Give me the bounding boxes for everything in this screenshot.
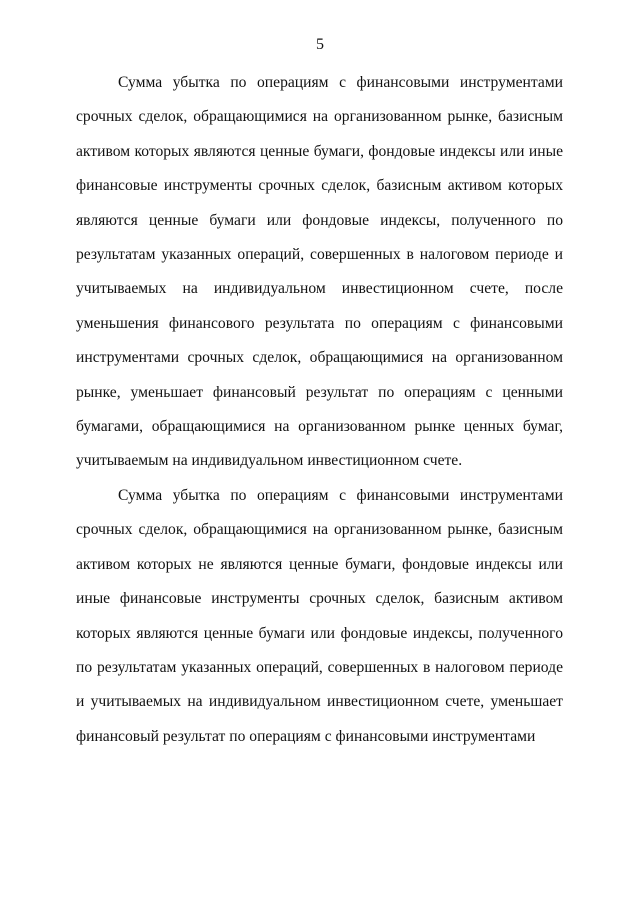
paragraph-1: Сумма убытка по операциям с финансовыми инструментами срочных сделок, обращающимися на организованном рынке, базисным активом которых являются ценные бумаги, фондовые индексы или иные финансовые инструменты срочных сделок, базисным активом которых являются ценные бумаги или фондовые индексы, полученного по результатам указанных операций, совершенных в налоговом периоде и учитываемых на индивидуальном инвестиционном счете, после уменьшения финансового результата по операциям с финансовыми инструментами срочных сделок, обращающимися на организованном рынке, уменьшает финансовый результат по операциям с ценными бумагами, обращающимися на организованном рынке ценных бумаг, учитываемым на индивидуальном инвестиционном счете. (76, 74, 563, 470)
page-number: 5 (316, 36, 324, 53)
paragraph-2: Сумма убытка по операциям с финансовыми инструментами срочных сделок, обращающимися на организованном рынке, базисным активом которых не являются ценные бумаги, фондовые индексы или иные финансовые инструменты срочных сделок, базисным активом которых являются ценные бумаги или фондовые индексы, полученного по результатам указанных операций, совершенных в налоговом периоде и учитываемых на индивидуальном инвестиционном счете, уменьшает финансовый результат по операциям с финансовыми инструментами (76, 486, 563, 745)
document-body (76, 66, 563, 754)
